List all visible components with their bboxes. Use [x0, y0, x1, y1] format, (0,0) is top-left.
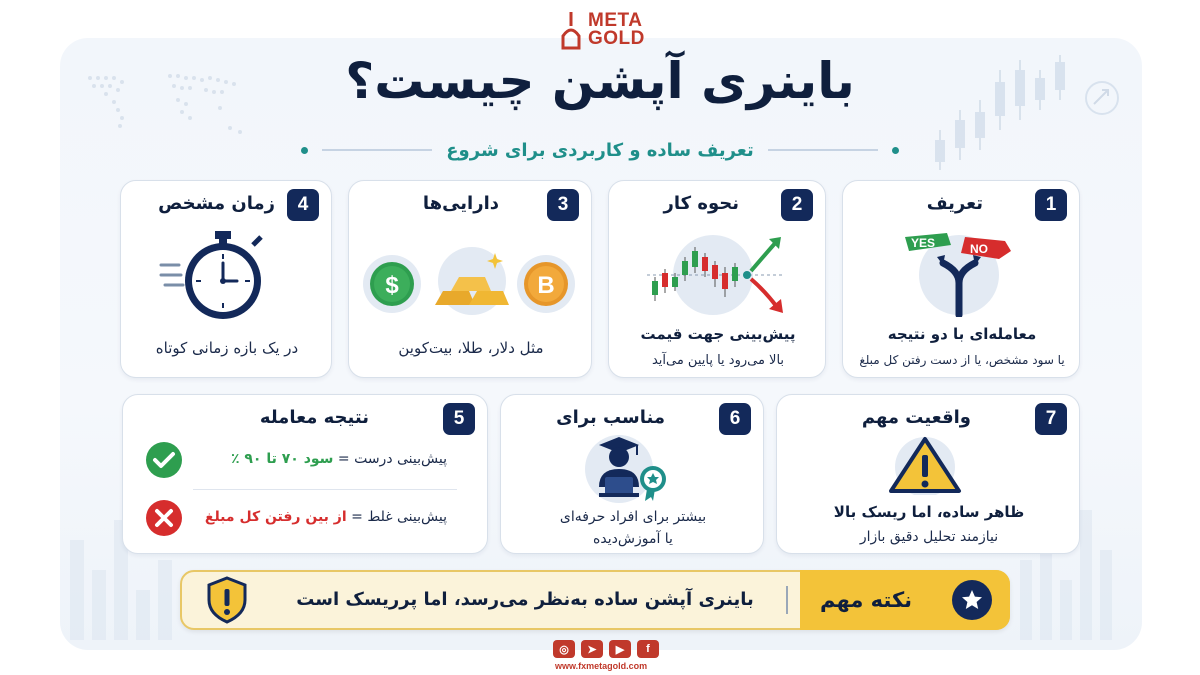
- card-fixed-time: [120, 180, 332, 378]
- wrong-equals: =: [351, 509, 363, 525]
- page-subtitle: تعریف ساده و کاربردی برای شروع: [446, 139, 754, 161]
- note-label: نکته مهم: [820, 588, 913, 612]
- candlestick-decoration: [920, 40, 1120, 190]
- yes-sign-label: YES: [911, 236, 936, 250]
- correct-row: [231, 451, 447, 467]
- correct-label: پیش‌بینی درست: [354, 451, 447, 467]
- price-direction-chart-icon: [643, 227, 803, 317]
- card-body-text: بالا می‌رود یا پایین می‌آید: [651, 353, 785, 368]
- note-divider: [786, 586, 788, 614]
- card-trade-result: [122, 394, 488, 554]
- wrong-row: [205, 509, 447, 525]
- gold-bars-icon: [425, 243, 519, 315]
- wrong-label: پیش‌بینی غلط: [367, 509, 447, 525]
- telegram-icon[interactable]: ➤: [581, 640, 603, 658]
- correct-equals: =: [337, 451, 350, 467]
- card-title: تعریف: [926, 193, 983, 214]
- graduate-icon: [577, 431, 677, 505]
- cross-circle-icon: [145, 499, 183, 537]
- check-circle-icon: [145, 441, 183, 479]
- card-number: 4: [287, 189, 319, 221]
- card-body-text: در یک بازه زمانی کوتاه: [155, 339, 299, 357]
- card-number: 2: [781, 189, 813, 221]
- card-bold-text: ظاهر ساده، اما ریسک بالا: [833, 503, 1025, 521]
- card-number: 5: [443, 403, 475, 435]
- website-url[interactable]: www.fxmetagold.com: [555, 661, 648, 671]
- card-number: 3: [547, 189, 579, 221]
- card-body-text: مثل دلار، طلا، بیت‌کوین: [398, 339, 544, 357]
- youtube-icon[interactable]: ▶: [609, 640, 631, 658]
- subtitle-row: [290, 136, 910, 164]
- card-body-text: یا سود مشخص، یا از دست رفتن کل مبلغ: [859, 353, 1065, 367]
- card-title: مناسب برای: [556, 407, 665, 428]
- no-sign-label: NO: [970, 242, 988, 256]
- logo-text-meta: META: [588, 10, 643, 31]
- card-title: زمان مشخص: [158, 193, 275, 214]
- warning-icon: [885, 433, 965, 495]
- stopwatch-icon: [157, 227, 297, 323]
- card-assets: [348, 180, 592, 378]
- card-definition: [842, 180, 1080, 378]
- card-title: نتیجه معامله: [259, 407, 369, 428]
- star-icon: [952, 580, 992, 620]
- svg-text:B: B: [537, 272, 555, 299]
- note-text: باینری آپشن ساده به‌نظر می‌رسد، اما پرریسک است: [296, 589, 754, 610]
- card-title: دارایی‌ها: [422, 193, 499, 214]
- result-divider: [193, 489, 457, 490]
- subtitle-dot-left: [301, 147, 308, 154]
- instagram-icon[interactable]: ◎: [553, 640, 575, 658]
- card-title: واقعیت مهم: [861, 407, 971, 428]
- world-map-decoration: [70, 48, 280, 168]
- card-bold-text: پیش‌بینی جهت قیمت: [640, 325, 796, 343]
- card-number: 6: [719, 403, 751, 435]
- logo-mark-icon: [560, 10, 582, 50]
- card-how-it-works: [608, 180, 826, 378]
- subtitle-divider-right: [768, 149, 878, 151]
- card-body-text-line2: یا آموزش‌دیده: [593, 531, 673, 547]
- svg-text:$: $: [385, 272, 399, 299]
- brand-logo: [560, 6, 670, 54]
- dollar-coin-icon: [361, 253, 423, 315]
- subtitle-dot-right: [892, 147, 899, 154]
- card-number: 7: [1035, 403, 1067, 435]
- bitcoin-coin-icon: [515, 253, 577, 315]
- correct-value: سود ۷۰ تا ۹۰ ٪: [230, 451, 334, 467]
- card-bold-text: معامله‌ای با دو نتیجه: [887, 325, 1037, 343]
- subtitle-divider-left: [322, 149, 432, 151]
- card-body-text-line1: بیشتر برای افراد حرفه‌ای: [559, 509, 707, 525]
- shield-warning-icon: [205, 576, 249, 624]
- card-important-fact: [776, 394, 1080, 554]
- social-links: [553, 640, 659, 658]
- card-suitable-for: [500, 394, 764, 554]
- card-title: نحوه کار: [663, 193, 739, 214]
- logo-text-gold: GOLD: [588, 28, 645, 49]
- wrong-value: از بین رفتن کل مبلغ: [204, 509, 347, 525]
- facebook-icon[interactable]: f: [637, 640, 659, 658]
- page-title: باینری آپشن چیست؟: [345, 52, 855, 110]
- card-number: 1: [1035, 189, 1067, 221]
- card-body-text: نیازمند تحلیل دقیق بازار: [859, 529, 999, 545]
